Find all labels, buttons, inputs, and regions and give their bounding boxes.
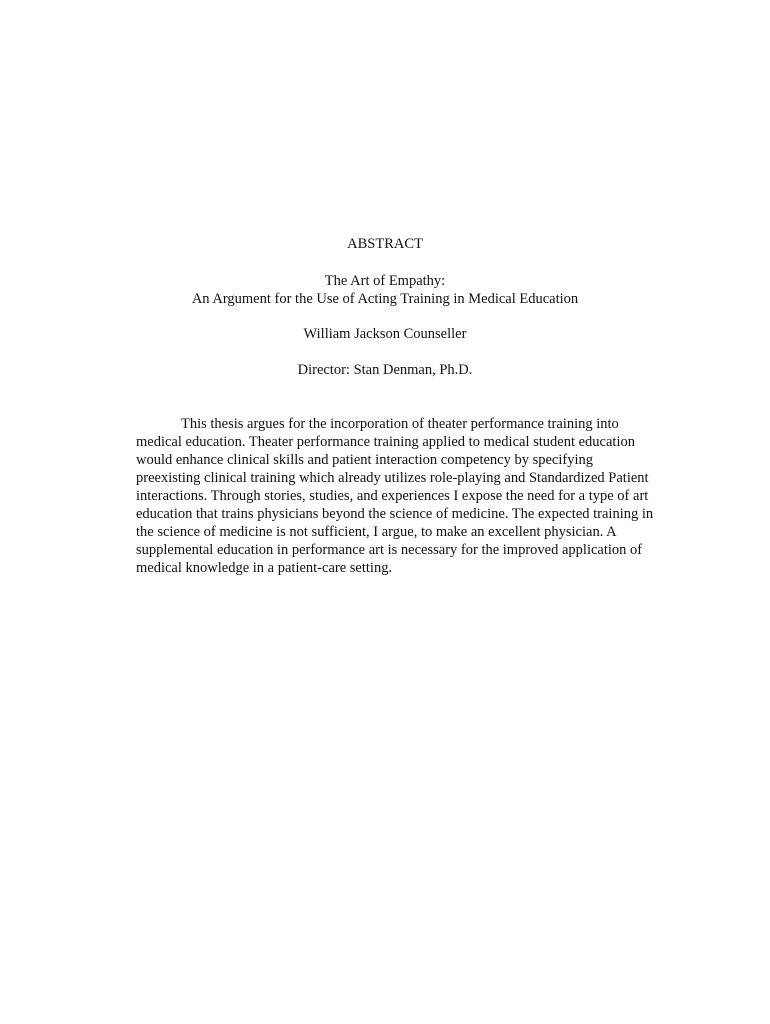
abstract-paragraph — [136, 415, 676, 577]
abstract-line: medical knowledge in a patient-care setting. — [136, 560, 393, 576]
abstract-heading: ABSTRACT — [347, 236, 423, 252]
abstract-line: would enhance clinical skills and patient interaction competency by specifying — [136, 452, 594, 468]
abstract-line: medical education. Theater performance training applied to medical student education — [136, 434, 635, 450]
abstract-line: education that trains physicians beyond the science of medicine. The expected training in — [136, 506, 654, 522]
abstract-line: interactions. Through stories, studies, and experiences I expose the need for a type of art — [136, 488, 649, 504]
director-name: Director: Stan Denman, Ph.D. — [297, 362, 473, 378]
thesis-subtitle: An Argument for the Use of Acting Training in Medical Education — [191, 291, 579, 307]
author-name: William Jackson Counseller — [303, 326, 467, 342]
abstract-line: preexisting clinical training which already utilizes role-playing and Standardized Patient — [136, 470, 649, 486]
abstract-line: the science of medicine is not sufficient, I argue, to make an excellent physician. A — [136, 524, 617, 540]
abstract-line: supplemental education in performance art is necessary for the improved application of — [136, 542, 643, 558]
abstract-line: This thesis argues for the incorporation of theater performance training into — [181, 416, 619, 432]
thesis-title: The Art of Empathy: — [324, 273, 446, 289]
